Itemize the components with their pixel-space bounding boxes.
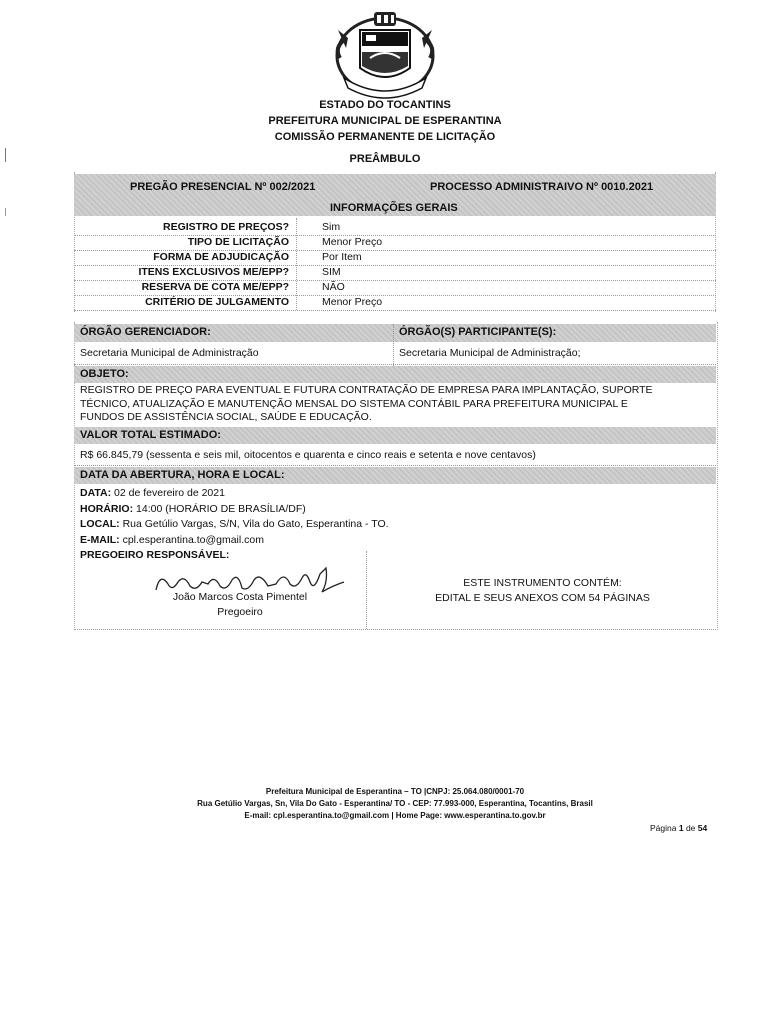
page-number: Página 1 de 54 xyxy=(650,823,708,833)
orgao-participante-value: Secretaria Municipal de Administração; xyxy=(399,347,581,359)
data-line xyxy=(80,486,389,502)
header-comissao: COMISSÃO PERMANENTE DE LICITAÇÃO xyxy=(274,131,496,143)
info-value: Menor Preço xyxy=(322,296,383,308)
objeto-line: FUNDOS DE ASSISTÊNCIA SOCIAL, SAÚDE E EDUCAÇÃO. xyxy=(80,411,372,423)
valor-text: R$ 66.845,79 (sessenta e seis mil, oitocentos e quarenta e cinco reais e setenta e nove centavos) xyxy=(80,449,536,461)
info-label: REGISTRO DE PREÇOS? xyxy=(162,221,289,233)
email-label: E-MAIL: xyxy=(80,533,120,546)
pregao-number: PREGÃO PRESENCIAL Nº 002/2021 xyxy=(130,181,316,193)
info-value: Sim xyxy=(322,221,341,233)
info-value: NÃO xyxy=(322,281,345,293)
objeto-header xyxy=(74,366,716,383)
pregoeiro-label: PREGOEIRO RESPONSÁVEL: xyxy=(80,549,230,561)
info-label: TIPO DE LICITAÇÃO xyxy=(187,236,289,248)
header-prefeitura: PREFEITURA MUNICIPAL DE ESPERANTINA xyxy=(268,115,502,127)
page-title: PREÂMBULO xyxy=(349,153,421,165)
local-line xyxy=(80,517,389,533)
data-value: 02 de fevereiro de 2021 xyxy=(111,487,225,499)
info-label: RESERVA DE COTA ME/EPP? xyxy=(141,281,289,293)
processo-number: PROCESSO ADMINISTRAIVO Nº 0010.2021 xyxy=(430,181,654,193)
email-value: cpl.esperantina.to@gmail.com xyxy=(119,533,264,546)
municipal-seal xyxy=(330,8,440,100)
objeto-line: REGISTRO DE PREÇO PARA EVENTUAL E FUTURA CONTRATAÇÃO DE EMPRESA PARA IMPLANTAÇÃO, SUPORTE xyxy=(80,384,653,396)
info-value: Menor Preço xyxy=(322,236,383,248)
info-value: Por Item xyxy=(322,251,362,263)
header-state: ESTADO DO TOCANTINS xyxy=(319,99,451,111)
info-label: ITENS EXCLUSIVOS ME/EPP? xyxy=(138,266,289,278)
footer-line3: E-mail: cpl.esperantina.to@gmail.com | Home Page: www.esperantina.to.gov.br xyxy=(244,811,546,820)
data-label: DATA: xyxy=(80,487,112,499)
info-title: INFORMAÇÕES GERAIS xyxy=(330,202,458,214)
signer-name: João Marcos Costa Pimentel xyxy=(172,591,308,603)
valor-label: VALOR TOTAL ESTIMADO: xyxy=(80,429,221,441)
instrument-line1: ESTE INSTRUMENTO CONTÉM: xyxy=(463,577,622,589)
local-value: Rua Getúlio Vargas, S/N, Vila do Gato, Esperantina - TO. xyxy=(119,518,389,530)
objeto-label: OBJETO: xyxy=(80,368,129,380)
info-label: FORMA DE ADJUDICAÇÃO xyxy=(153,251,289,263)
orgao-gerenciador-value: Secretaria Municipal de Administração xyxy=(80,347,259,359)
footer-line1: Prefeitura Municipal de Esperantina – TO |CNPJ: 25.064.080/0001-70 xyxy=(265,787,525,796)
hora-line xyxy=(80,502,389,518)
info-value: SIM xyxy=(322,266,341,278)
email-line xyxy=(80,533,389,549)
objeto-line: TÉCNICO, ATUALIZAÇÃO E MANUTENÇÃO MENSAL DO SISTEMA CONTÁBIL PARA PREFEITURA MUNICIPAL E xyxy=(80,397,628,410)
hora-value: 14:00 (HORÁRIO DE BRASÍLIA/DF) xyxy=(133,502,306,515)
footer-line2: Rua Getúlio Vargas, Sn, Vila Do Gato - Esperantina/ TO - CEP: 77.993-000, Esperantina, Tocantins, Brasil xyxy=(197,799,593,808)
local-label: LOCAL: xyxy=(80,518,120,530)
signer-role: Pregoeiro xyxy=(217,606,263,618)
info-label: CRITÉRIO DE JULGAMENTO xyxy=(145,296,289,308)
orgao-gerenciador-label: ÓRGÃO GERENCIADOR: xyxy=(80,326,211,338)
abertura-label: DATA DA ABERTURA, HORA E LOCAL: xyxy=(80,469,285,481)
hora-label: HORÁRIO: xyxy=(80,502,134,515)
orgao-participante-label: ÓRGÃO(S) PARTICIPANTE(S): xyxy=(399,326,557,338)
instrument-line2: EDITAL E SEUS ANEXOS COM 54 PÁGINAS xyxy=(435,592,650,604)
